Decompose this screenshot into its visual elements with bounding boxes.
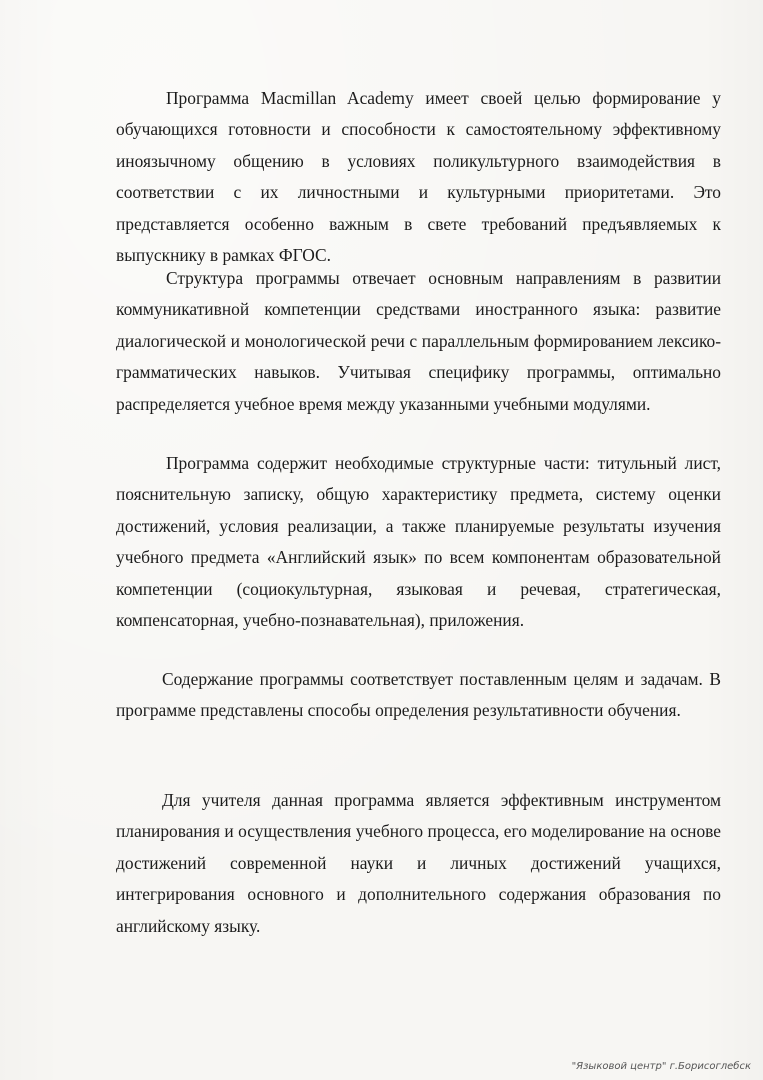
paragraph-3 xyxy=(116,448,721,636)
paragraph-1 xyxy=(116,83,721,271)
paragraph-2 xyxy=(116,263,721,420)
paragraph-5 xyxy=(116,785,721,942)
footer-watermark: "Языковой центр" г.Борисоглебск xyxy=(571,1061,751,1072)
paragraph-4 xyxy=(116,664,721,727)
paragraph-text: Для учителя данная программа является эффективным инструментом планирования и осуществления учебного процесса, его моделирование на основе достижений современной науки и личных достижений учащихся, интегрирования основного и дополнительного содержания образования по английскому языку. xyxy=(116,790,721,936)
paragraph-text: Содержание программы соответствует поставленным целям и задачам. В программе представлены способы определения результативности обучения. xyxy=(116,669,721,721)
paragraph-text: Структура программы отвечает основным направлениям в развитии коммуникативной компетенции средствами иностранного языка: развитие диалогической и монологической речи с параллельным формированием лексико-грамматических навыков. Учитывая специфику программы, оптимально распределяется учебное время между указанными учебными модулями. xyxy=(116,268,721,414)
paragraph-text: Программа содержит необходимые структурные части: титульный лист, пояснительную записку, общую характеристику предмета, систему оценки достижений, условия реализации, а также планируемые результаты изучения учебного предмета «Английский язык» по всем компонентам образовательной компетенции (социокультурная, языковая и речевая, стратегическая, компенсаторная, учебно-познавательная), приложения. xyxy=(116,453,721,631)
paragraph-text: Программа Macmillan Academy имеет своей целью формирование у обучающихся готовности и способности к самостоятельному эффективному иноязычному общению в условиях поликультурного взаимодействия в соответствии с их личностными и культурными приоритетами. Это представляется особенно важным в свете требований предъявляемых к выпускнику в рамках ФГОС. xyxy=(116,88,721,266)
